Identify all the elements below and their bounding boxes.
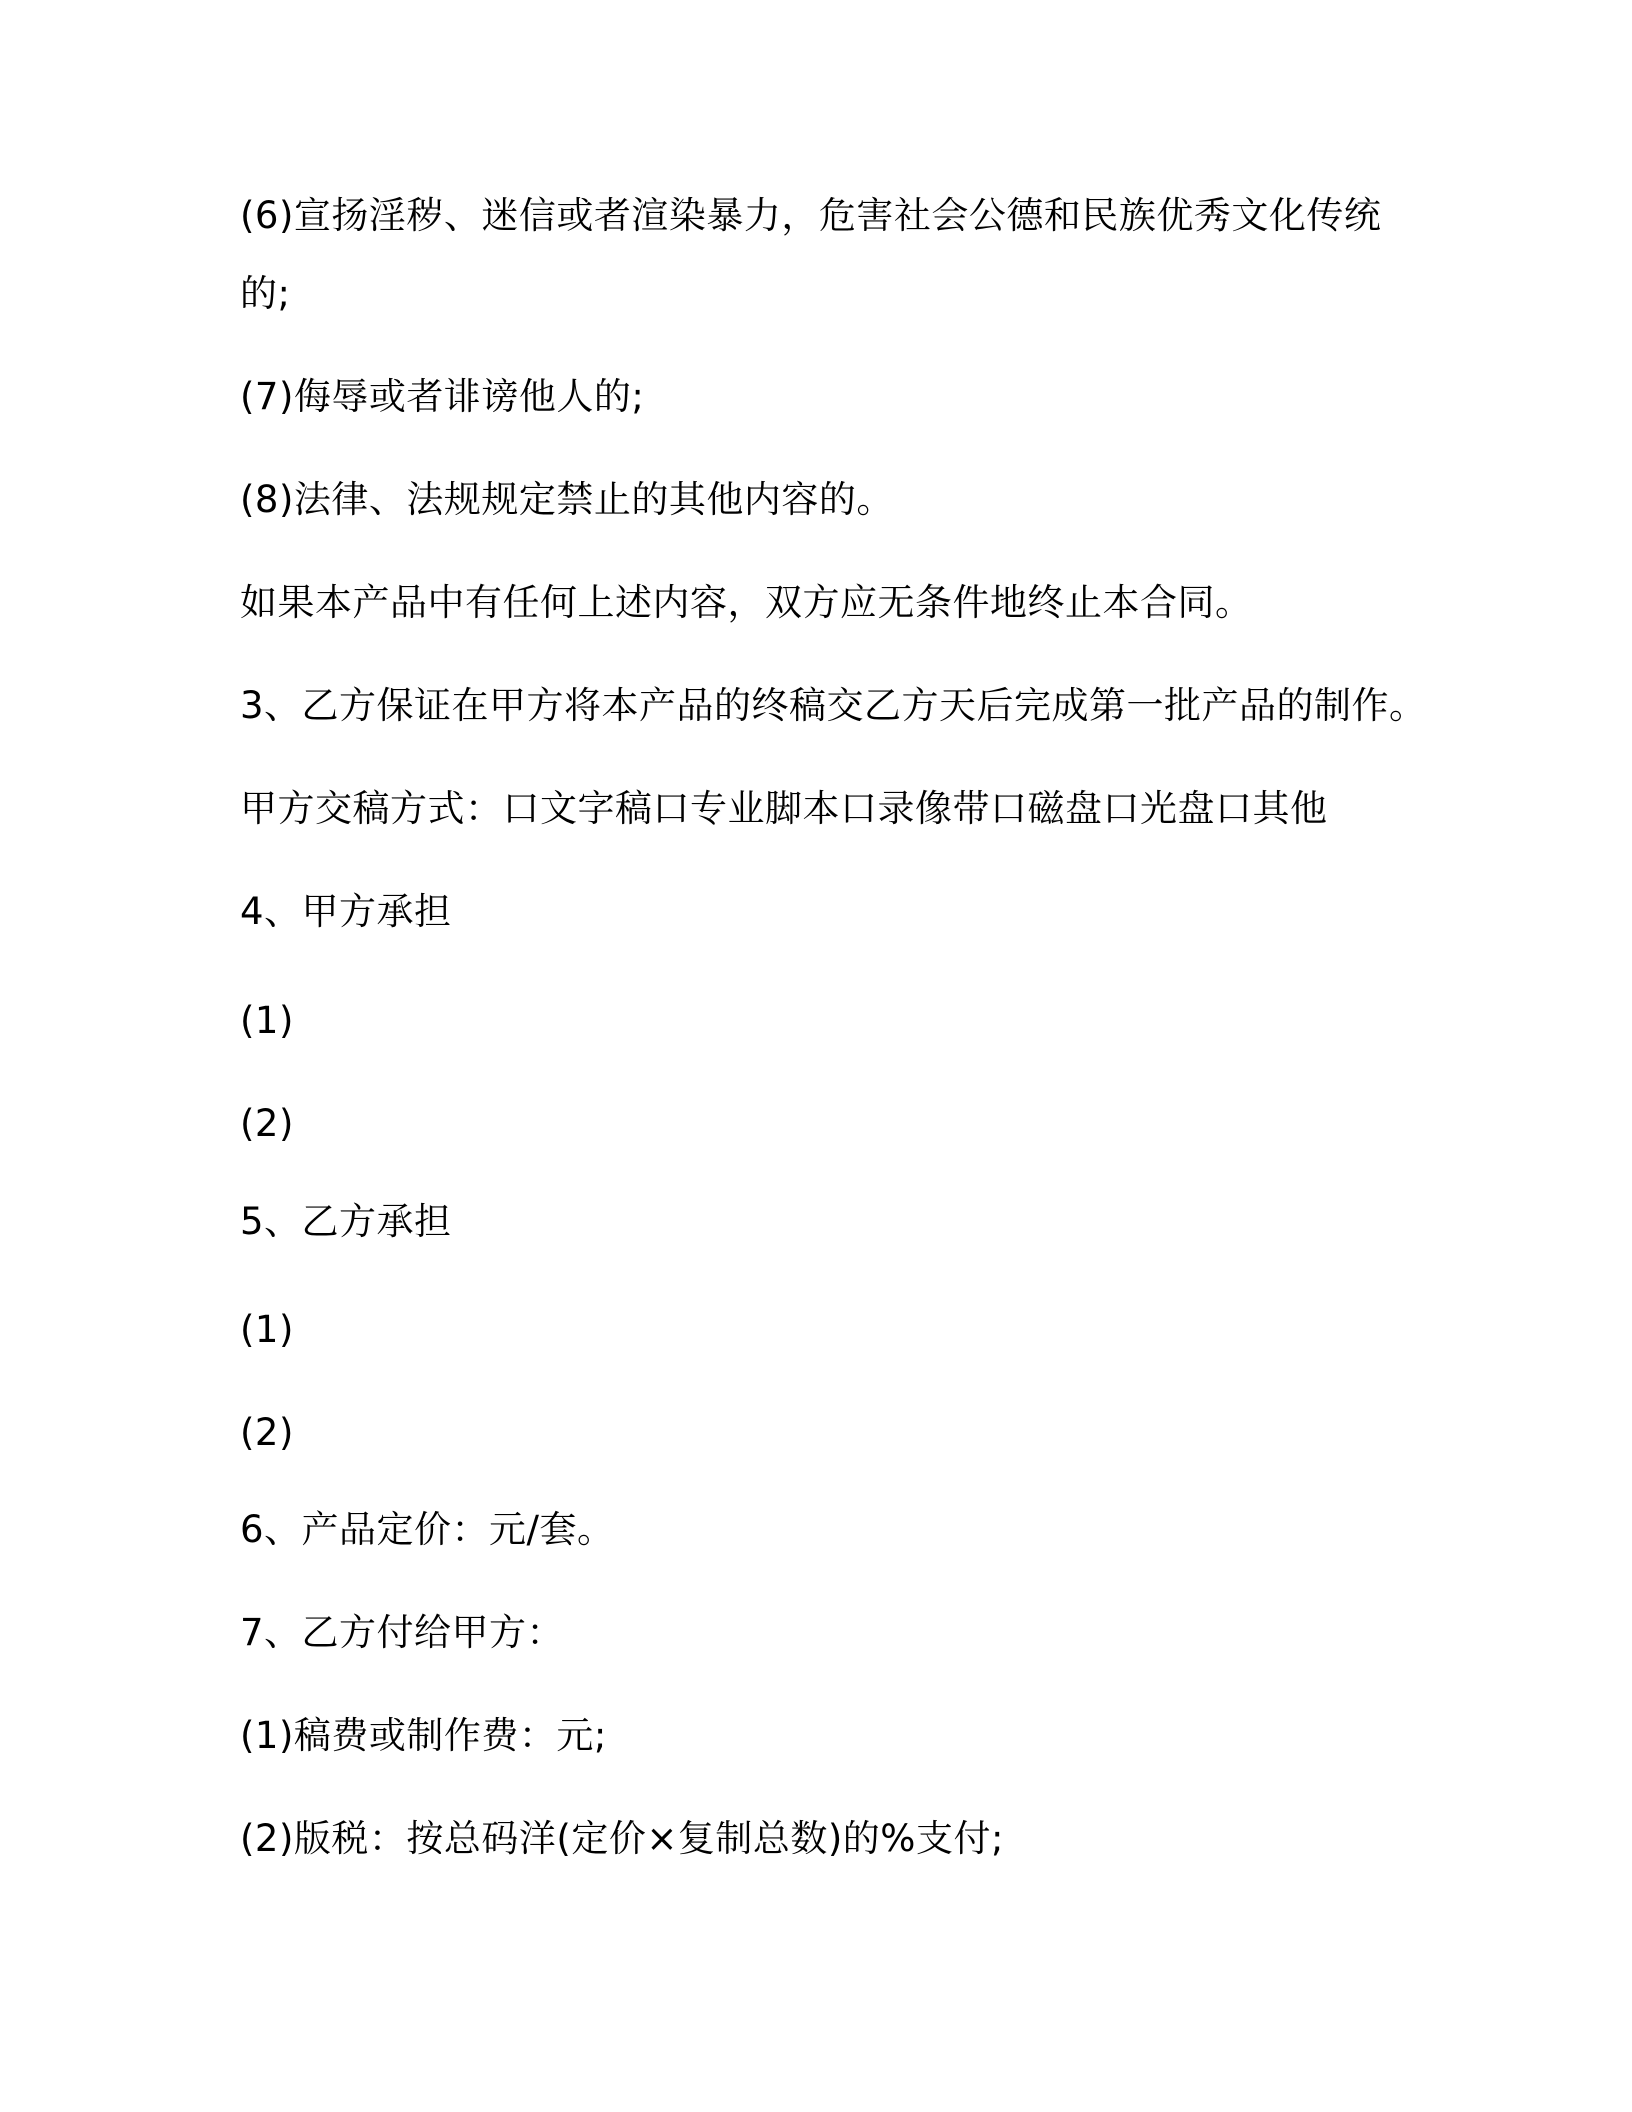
section-5-party-b-obligations: 5、乙方承担 <box>240 1200 452 1243</box>
party-a-item-2: (2) <box>240 1102 294 1145</box>
party-a-item-1: (1) <box>240 999 294 1042</box>
clause-6-prohibited-content-line-2: 的; <box>240 272 291 315</box>
clause-8-other-prohibited: (8)法律、法规规定禁止的其他内容的。 <box>240 478 894 521</box>
section-3-production-guarantee: 3、乙方保证在甲方将本产品的终稿交乙方天后完成第一批产品的制作。 <box>240 684 1427 727</box>
section-7-payment-to-party-a: 7、乙方付给甲方： <box>240 1611 565 1654</box>
clause-7-insult-defamation: (7)侮辱或者诽谤他人的; <box>240 375 645 418</box>
party-b-item-2: (2) <box>240 1411 294 1454</box>
clause-6-prohibited-content-line-1: (6)宣扬淫秽、迷信或者渲染暴力，危害社会公德和民族优秀文化传统 <box>240 194 1382 237</box>
manuscript-delivery-methods: 甲方交稿方式：口文字稿口专业脚本口录像带口磁盘口光盘口其他 <box>240 787 1328 830</box>
payment-fee: (1)稿费或制作费：元; <box>240 1714 607 1757</box>
party-b-item-1: (1) <box>240 1308 294 1351</box>
section-6-product-pricing: 6、产品定价：元/套。 <box>240 1508 615 1551</box>
termination-condition: 如果本产品中有任何上述内容，双方应无条件地终止本合同。 <box>240 581 1253 624</box>
section-4-party-a-obligations: 4、甲方承担 <box>240 890 452 933</box>
payment-royalty: (2)版税：按总码洋(定价×复制总数)的%支付; <box>240 1817 1004 1860</box>
